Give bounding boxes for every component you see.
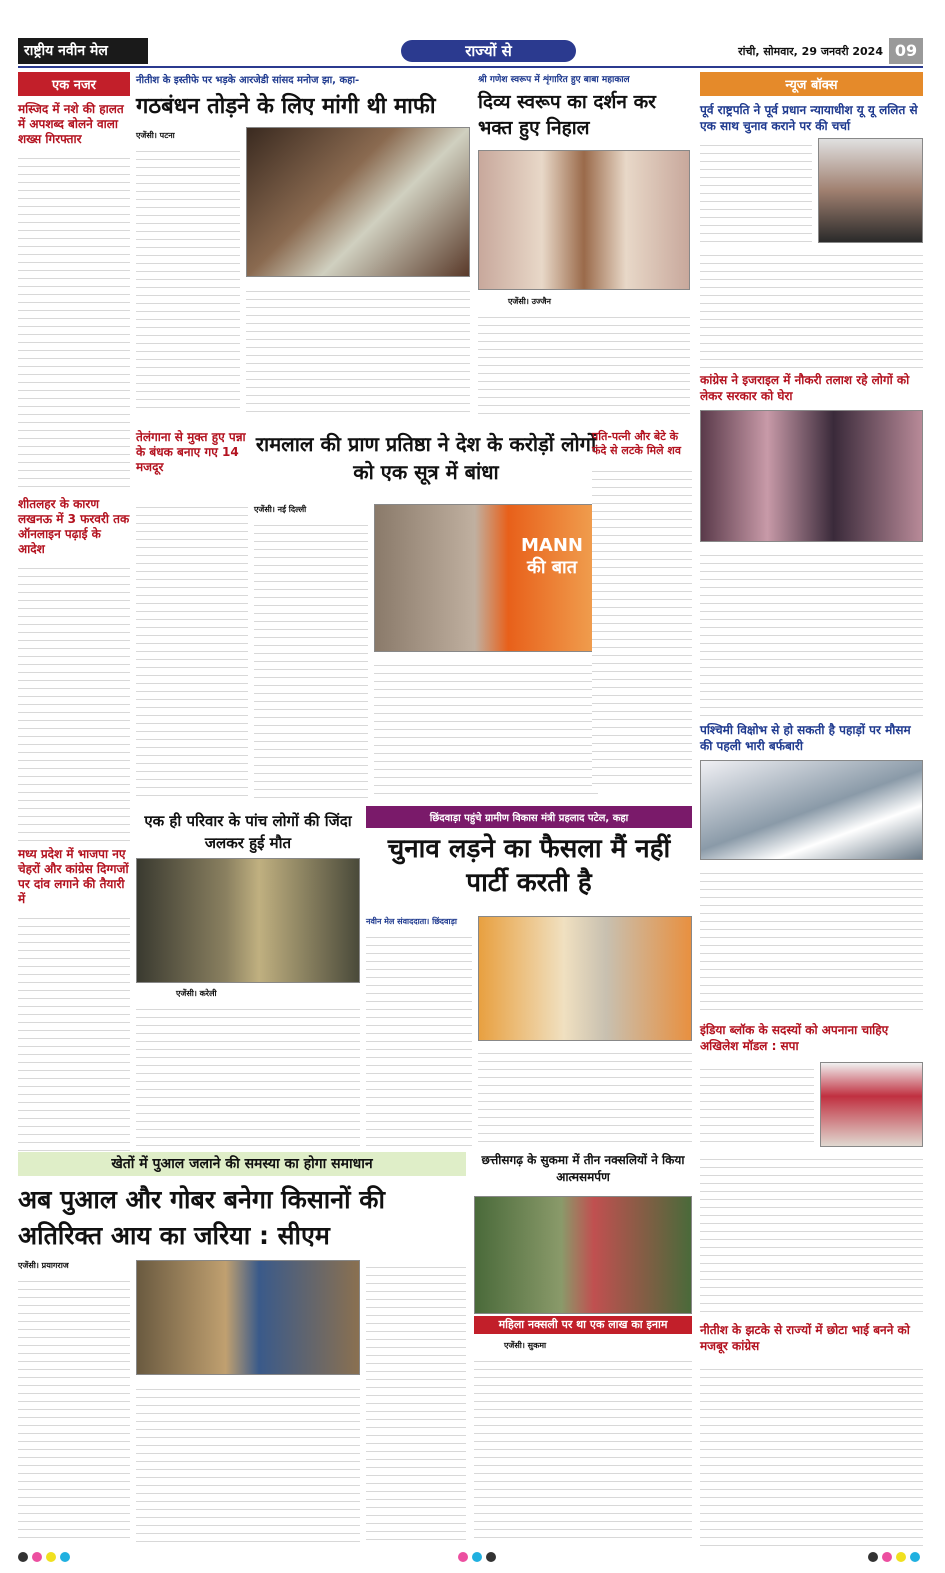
news-box [700, 72, 923, 1552]
story7-kicker: खेतों में पुआल जलाने की समस्या का होगा समाधान [18, 1152, 466, 1176]
story7-headline: अब पुआल और गोबर बनेगा किसानों की अतिरिक्त आय का जरिया : सीएम [18, 1185, 385, 1250]
section-label: राज्यों से [401, 40, 576, 62]
left-headline-2: शीतलहर के कारण लखनऊ में 3 फरवरी तक ऑनलाइन पढ़ाई के आदेश [18, 497, 130, 556]
story2-dateline: एजेंसी। उज्जैन [508, 297, 551, 306]
footer-dot [32, 1552, 42, 1562]
story-five-family [136, 810, 360, 1150]
story2-kicker: श्री गणेश स्वरूप में शृंगारित हुए बाबा महाकाल [478, 75, 630, 85]
story3-headline: रामलाल की प्राण प्रतिष्ठा ने देश के करोड़ों लोगों को एक सूत्र में बांधा [255, 432, 597, 484]
footer-dot [46, 1552, 56, 1562]
news-box-photo-1 [818, 138, 923, 243]
news-box-h2: कांग्रेस ने इजराइल में नौकरी तलाश रहे लोगों को लेकर सरकार को घेरा [700, 373, 910, 403]
footer-dot [472, 1552, 482, 1562]
story1-text-2 [246, 284, 470, 414]
news-box-text-1 [700, 138, 812, 243]
story8-caption: महिला नक्सली पर था एक लाख का इनाम [474, 1316, 692, 1334]
left-headline-1: मस्जिद में नशे की हालत में अपशब्द बोलने वाला शख्स गिरफ्तार [18, 102, 124, 146]
dateline: रांची, सोमवार, 29 जनवरी 2024 [738, 45, 883, 58]
story1-photo [246, 127, 470, 277]
news-box-text-4 [700, 1062, 814, 1147]
footer-dot [458, 1552, 468, 1562]
page-number: 09 [889, 38, 923, 64]
news-box-tag: न्यूज बॉक्स [700, 72, 923, 96]
news-box-text-3 [700, 866, 923, 1016]
story7-dateline: एजेंसी। प्रयागराज [18, 1261, 69, 1270]
story5-text [136, 1002, 360, 1150]
story5-photo [136, 858, 360, 983]
story8-photo [474, 1196, 692, 1314]
story1-dateline: एजेंसी। पटना [136, 131, 175, 140]
story2-headline: दिव्य स्वरूप का दर्शन कर भक्त हुए निहाल [478, 91, 656, 139]
story-sukma [474, 1152, 692, 1547]
story5-dateline: एजेंसी। करेली [176, 989, 217, 998]
footer-dot [18, 1552, 28, 1562]
story4-headline: पति-पत्नी और बेटे के फंदे से लटके मिले शव [592, 430, 682, 457]
story-ramlala [254, 430, 598, 800]
footer-dot [60, 1552, 70, 1562]
story3-text-2 [374, 658, 598, 798]
page-header [18, 38, 923, 64]
story-mahakal [478, 72, 690, 422]
story2-photo [478, 150, 690, 290]
ek-nazar-tag: एक नजर [18, 72, 130, 96]
news-box-h1: पूर्व राष्ट्रपति ने पूर्व प्रधान न्यायाधीश यू यू ललित से एक साथ चुनाव कराने पर की चर्चा [700, 103, 918, 133]
story6-dateline: नवीन मेल संवाददाता। छिंदवाड़ा [366, 917, 457, 926]
story7-text-2 [136, 1382, 360, 1544]
story7-text [18, 1274, 130, 1544]
footer-dot [868, 1552, 878, 1562]
news-box-text-1b [700, 248, 923, 368]
story1-kicker: नीतीश के इस्तीफे पर भड़के आरजेडी सांसद मनोज झा, कहा- [136, 75, 360, 86]
news-box-photo-2 [700, 410, 923, 542]
news-box-photo-4 [820, 1062, 923, 1147]
news-box-h5: नीतीश के झटके से राज्यों में छोटा भाई बनने को मजबूर कांग्रेस [700, 1323, 910, 1353]
left-text-1 [18, 151, 130, 491]
story3-side-headline: तेलंगाना से मुक्त हुए पन्ना के बंधक बनाए गए 14 मजदूर [136, 430, 246, 474]
left-text-2 [18, 561, 130, 841]
story7-photo [136, 1260, 360, 1375]
footer-dot [882, 1552, 892, 1562]
left-column [18, 72, 130, 1144]
story3-photo-text: MANN की बात [521, 535, 583, 578]
story7-text-3 [366, 1260, 466, 1544]
story3-photo [374, 504, 598, 652]
news-box-text-4b [700, 1152, 923, 1317]
left-text-3 [18, 911, 130, 1161]
header-rule [18, 66, 923, 68]
footer-dot [910, 1552, 920, 1562]
story-gathbandhan [136, 72, 472, 422]
story4-text [592, 464, 692, 789]
news-box-text-5 [700, 1362, 923, 1547]
footer-dot [486, 1552, 496, 1562]
story-pual-gobar [18, 1152, 466, 1547]
story6-kicker: छिंदवाड़ा पहुंचे ग्रामीण विकास मंत्री प्रहलाद पटेल, कहा [429, 813, 629, 824]
story-prahlad-patel [366, 806, 692, 1146]
story1-text [136, 144, 240, 414]
left-headline-3: मध्य प्रदेश में भाजपा नए चेहरों और कांग्रेस दिग्गजों पर दांव लगाने की तैयारी में [18, 847, 129, 906]
news-box-text-2 [700, 548, 923, 718]
story8-dateline: एजेंसी। सुकमा [504, 1341, 547, 1350]
page-footer [18, 1552, 923, 1562]
story8-text [474, 1354, 692, 1544]
story6-photo [478, 916, 692, 1041]
story3-text [254, 518, 368, 798]
news-box-photo-3 [700, 760, 923, 860]
story6-text-2 [478, 1046, 692, 1146]
story6-text [366, 930, 472, 1146]
masthead: राष्ट्रीय नवीन मेल [18, 38, 148, 64]
story8-headline: छत्तीसगढ़ के सुकमा में तीन नक्सलियों ने किया आत्मसमर्पण [481, 1153, 685, 1184]
story1-headline: गठबंधन तोड़ने के लिए मांगी थी माफी [136, 94, 436, 119]
story6-kicker-bar [366, 806, 692, 828]
story-pati-patni [592, 430, 692, 800]
story5-headline: एक ही परिवार के पांच लोगों की जिंदा जलकर हुई मौत [144, 812, 352, 852]
news-box-h3: पश्चिमी विक्षोभ से हो सकती है पहाड़ों पर मौसम की पहली भारी बर्फबारी [700, 723, 911, 753]
story3-side-text [136, 500, 248, 800]
story2-text [478, 310, 690, 415]
story3-dateline: एजेंसी। नई दिल्ली [254, 505, 307, 514]
news-box-h4: इंडिया ब्लॉक के सदस्यों को अपनाना चाहिए अखिलेश मॉडल : सपा [700, 1023, 889, 1053]
story6-headline: चुनाव लड़ने का फैसला मैं नहीं पार्टी करती है [387, 834, 671, 898]
footer-dot [896, 1552, 906, 1562]
